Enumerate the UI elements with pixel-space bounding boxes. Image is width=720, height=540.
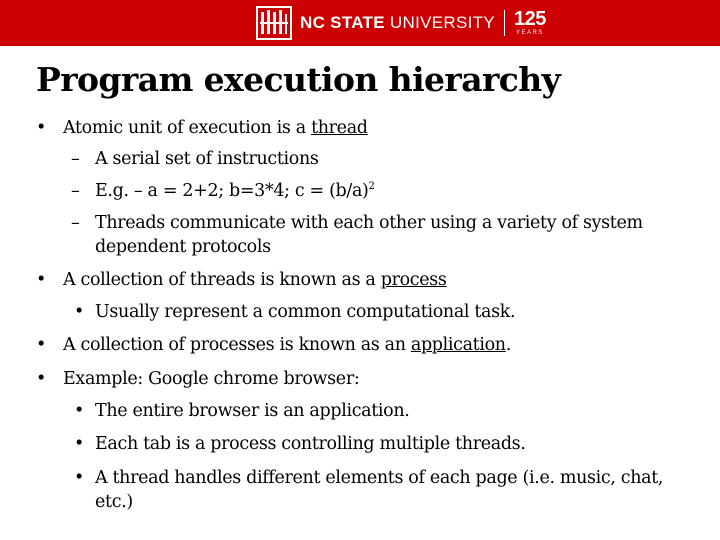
sub-bullet-text: A serial set of instructions	[95, 149, 319, 169]
university-logo[interactable]	[256, 6, 546, 40]
term-application: application	[410, 335, 506, 355]
bullet-marker: •	[74, 302, 84, 322]
anniversary-label: YEARS	[515, 30, 544, 36]
dash-marker: –	[71, 213, 80, 233]
sub-bullet-text-line1: Threads communicate with each other using a variety of system	[95, 213, 643, 233]
slide-title: Program execution hierarchy	[36, 60, 561, 99]
sub-bullet-text-line2: dependent protocols	[95, 237, 271, 257]
bullet-marker: •	[36, 118, 46, 138]
logo-divider	[504, 10, 505, 36]
bullet-text: Atomic unit of execution is a	[63, 118, 312, 138]
sub-bullet-text: Each tab is a process controlling multiple threads.	[95, 434, 526, 454]
bullet-text: A collection of threads is known as a	[63, 270, 381, 290]
anniversary-number: 125	[513, 8, 546, 30]
sub-bullet-text-line2: etc.)	[95, 492, 133, 512]
sub-bullet-text: Usually represent a common computational task.	[95, 302, 516, 322]
bullet-marker: •	[74, 434, 84, 454]
bullet-text: Example: Google chrome browser:	[63, 369, 360, 389]
superscript: 2	[368, 181, 375, 192]
bullet-marker: •	[36, 270, 46, 290]
dash-marker: –	[71, 181, 80, 201]
bullet-marker: •	[36, 335, 46, 355]
dash-marker: –	[71, 149, 80, 169]
university-name	[300, 13, 495, 33]
bullet-marker: •	[74, 468, 84, 488]
university-name-bold: NC STATE	[300, 13, 385, 32]
header-bar	[0, 0, 720, 46]
term-thread: thread	[311, 118, 368, 138]
term-process: process	[380, 270, 447, 290]
bullet-text-end: .	[505, 335, 511, 355]
sub-bullet-text: The entire browser is an application.	[95, 401, 410, 421]
anniversary-badge	[514, 9, 546, 37]
university-name-light: UNIVERSITY	[389, 13, 495, 32]
bullet-text: A collection of processes is known as an	[63, 335, 411, 355]
brick-logo-icon	[256, 6, 292, 40]
bullet-marker: •	[74, 401, 84, 421]
bullet-marker: •	[36, 369, 46, 389]
sub-bullet-text-line1: A thread handles different elements of each page (i.e. music, chat,	[95, 468, 664, 488]
sub-bullet-text: E.g. – a = 2+2; b=3*4; c = (b/a)	[95, 181, 369, 201]
